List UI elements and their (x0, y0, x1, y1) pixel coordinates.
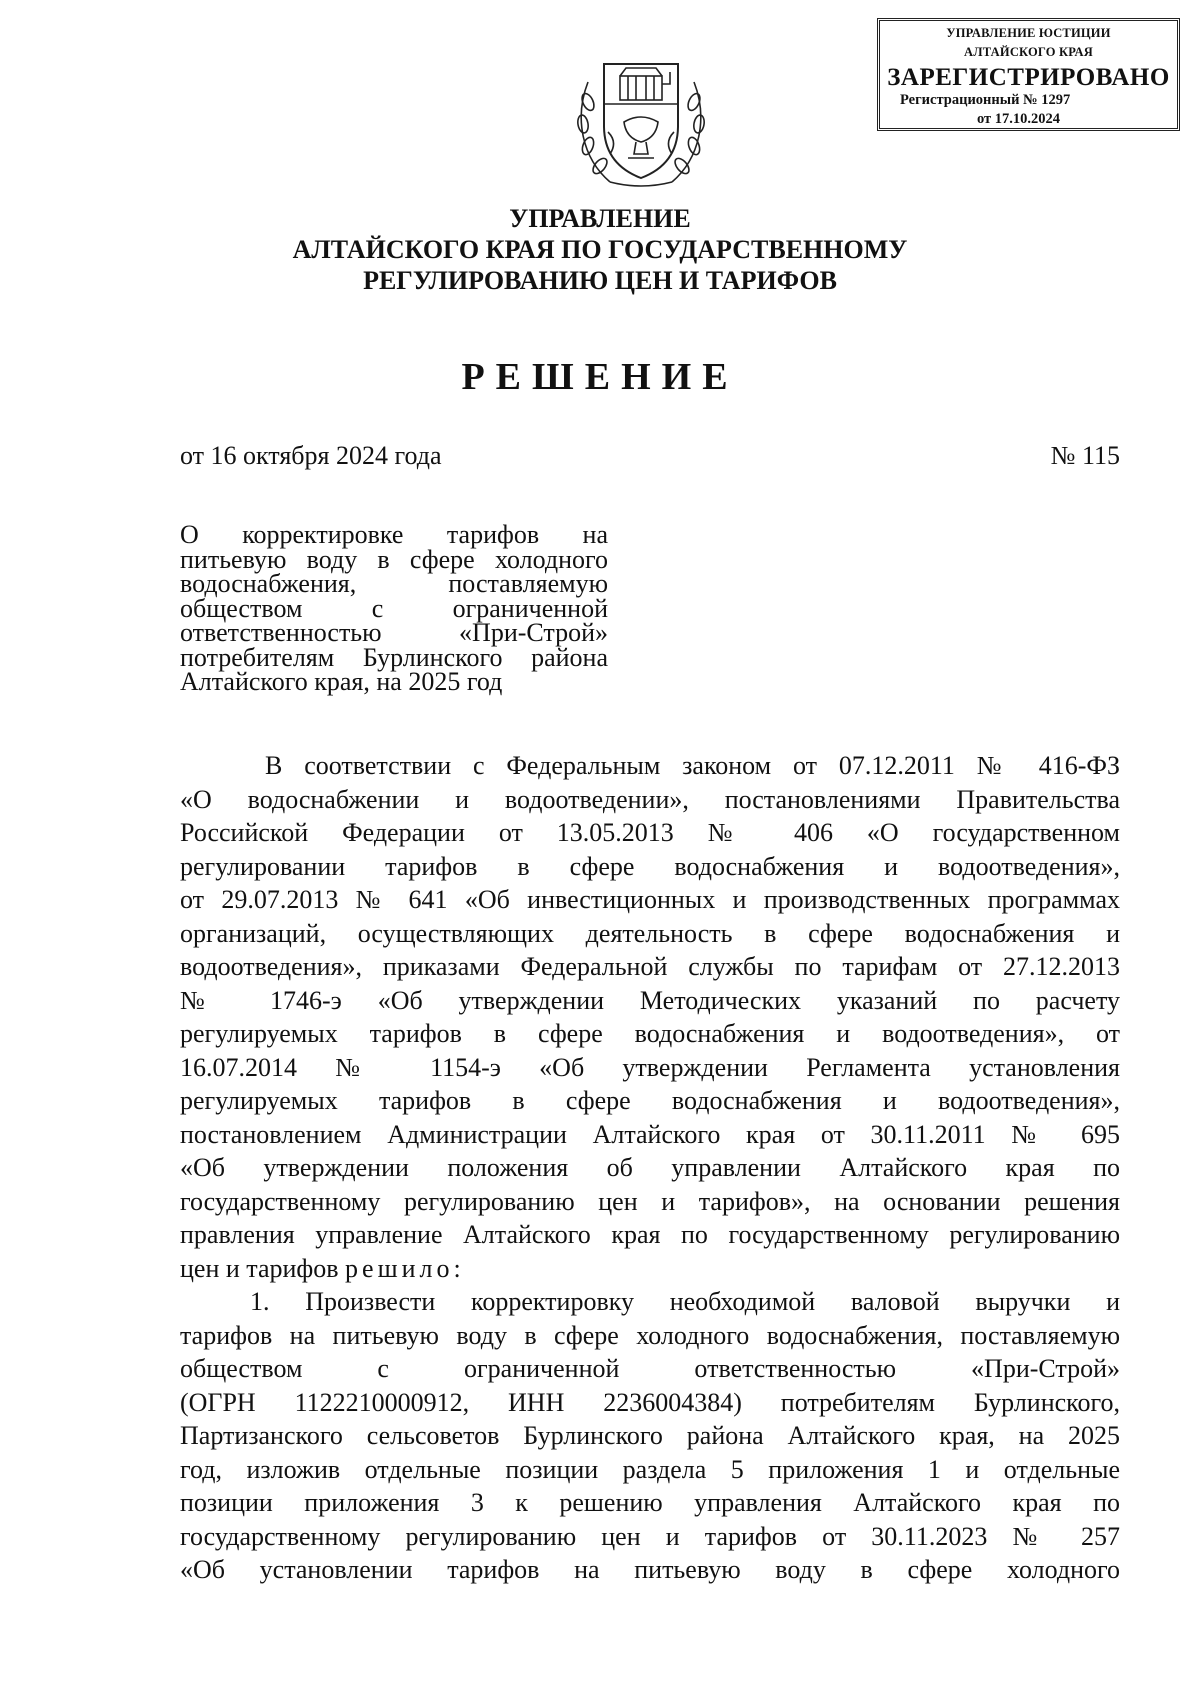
stamp-status: ЗАРЕГИСТРИРОВАНО (887, 64, 1170, 91)
issuing-organization (100, 203, 1100, 296)
subject-line: О корректировке тарифов на (180, 520, 608, 549)
org-line: РЕГУЛИРОВАНИЮ ЦЕН И ТАРИФОВ (363, 266, 837, 295)
document-type-title: РЕШЕНИЕ (461, 356, 739, 398)
body-line: регулируемых тарифов в сфере водоснабжения и водоотведения», (180, 1086, 1120, 1115)
coat-of-arms-icon (566, 42, 716, 192)
subject-line: питьевую воду в сфере холодного (180, 544, 608, 574)
stamp-reg-number: Регистрационный № 1297 (900, 92, 1071, 108)
document-subject (180, 520, 608, 696)
item-1-line: 1. Произвести корректировку необходимой валовой выручки и (250, 1287, 1120, 1316)
body-line: водоотведения», приказами Федеральной службы по тарифам от 27.12.2013 (180, 952, 1120, 981)
body-line: постановлением Администрации Алтайского края от 30.11.2011 № 695 (180, 1119, 1120, 1149)
item-1-line: позиции приложения 3 к решению управления Алтайского края по (180, 1488, 1120, 1517)
org-line: УПРАВЛЕНИЕ (509, 204, 691, 233)
body-line: № 1746-э «Об утверждении Методических указаний по расчету (180, 985, 1120, 1015)
body-line: 16.07.2014 № 1154-э «Об утверждении Регламента установления (180, 1052, 1120, 1082)
subject-line: ответственностью «При-Строй» (180, 618, 608, 647)
decision-word: решило: (345, 1253, 465, 1283)
body-line: государственному регулированию цен и тарифов», на основании решения (180, 1186, 1120, 1216)
body-line: правления управление Алтайского края по государственному регулированию (180, 1220, 1120, 1249)
subject-line: потребителям Бурлинского района (180, 642, 608, 672)
body-line: регулировании тарифов в сфере водоснабжения и водоотведения», (180, 851, 1120, 881)
body-line: В соответствии с Федеральным законом от 07.12.2011 № 416-ФЗ (265, 751, 1120, 780)
body-line: «О водоснабжении и водоотведении», постановлениями Правительства (180, 784, 1120, 814)
stamp-org-line: УПРАВЛЕНИЕ ЮСТИЦИИ (946, 26, 1111, 40)
subject-line: обществом с ограниченной (180, 593, 608, 623)
decision-line (180, 1252, 1120, 1286)
document-body (180, 749, 1120, 1587)
stamp-org-line: АЛТАЙСКОГО КРАЯ (964, 45, 1093, 59)
item-1-line: государственному регулированию цен и тарифов от 30.11.2023 № 257 (180, 1521, 1120, 1551)
item-1-line: «Об установлении тарифов на питьевую воду в сфере холодного (180, 1555, 1120, 1584)
document-date: от 16 октября 2024 года (180, 441, 442, 470)
document-number: № 115 (1050, 441, 1120, 470)
subject-line: водоснабжения, поставляемую (180, 569, 608, 598)
body-line: от 29.07.2013 № 641 «Об инвестиционных и производственных программах (180, 885, 1120, 914)
stamp-reg-date: от 17.10.2024 (977, 111, 1061, 127)
body-line: «Об утверждении положения об управлении Алтайского края по (180, 1153, 1120, 1182)
body-line: организаций, осуществляющих деятельность в сфере водоснабжения и (180, 918, 1120, 948)
decision-line-text: цен и тарифов (180, 1253, 346, 1283)
item-1-line: тарифов на питьевую воду в сфере холодного водоснабжения, поставляемую (180, 1320, 1120, 1350)
item-1-line: год, изложив отдельные позиции раздела 5 приложения 1 и отдельные (180, 1454, 1120, 1484)
body-line: Российской Федерации от 13.05.2013 № 406 «О государственном (180, 818, 1120, 847)
body-line: регулируемых тарифов в сфере водоснабжения и водоотведения», от (180, 1019, 1120, 1048)
registration-stamp (877, 18, 1180, 131)
item-1-line: (ОГРН 1122210000912, ИНН 2236004384) потребителям Бурлинского, (180, 1387, 1120, 1417)
subject-line: Алтайского края, на 2025 год (180, 667, 503, 696)
item-1-line: Партизанского сельсоветов Бурлинского района Алтайского края, на 2025 (180, 1421, 1120, 1450)
item-1-line: обществом с ограниченной ответственностью «При-Строй» (180, 1354, 1120, 1383)
org-line: АЛТАЙСКОГО КРАЯ ПО ГОСУДАРСТВЕННОМУ (292, 235, 908, 264)
